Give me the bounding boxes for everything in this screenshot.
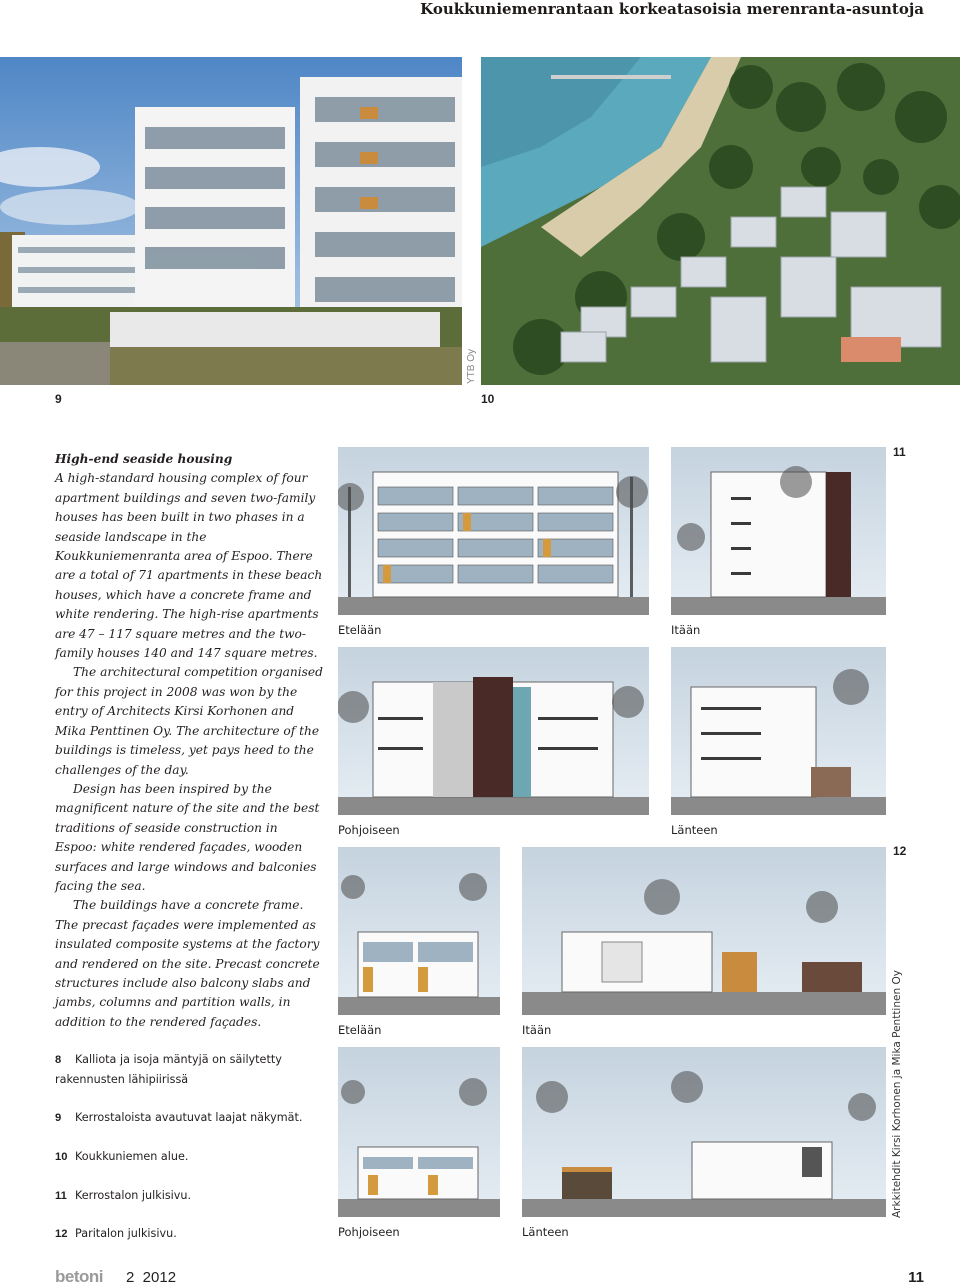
label-apartment-west: Länteen [671, 823, 718, 837]
elevation-pairhouse-west [522, 1047, 886, 1217]
caption-text: Koukkuniemen alue. [75, 1150, 189, 1163]
article-paragraph: Design has been inspired by the magnificent nature of the site and the best traditions of seaside construction in Espoo: white rendered façades, wooden surfaces and large windows and balconies facing the sea. [55, 781, 320, 893]
caption-number: 9 [55, 1112, 62, 1124]
caption-12 [55, 1224, 325, 1244]
caption-text: Paritalon julkisivu. [75, 1227, 177, 1240]
elevation-apartment-north [338, 647, 649, 815]
caption-11 [55, 1186, 325, 1206]
architect-credit: Arkkitehdit Kirsi Korhonen ja Mika Penttinen Oy [891, 970, 903, 1218]
label-pairhouse-south: Etelään [338, 1023, 382, 1037]
caption-8 [55, 1050, 325, 1090]
caption-number: 10 [55, 1151, 68, 1163]
label-pairhouse-east: Itään [522, 1023, 552, 1037]
caption-number: 8 [55, 1054, 62, 1066]
elevation-pairhouse-south [338, 847, 500, 1015]
label-pairhouse-north: Pohjoiseen [338, 1225, 400, 1239]
photo10-number: 10 [481, 392, 495, 406]
label-apartment-east: Itään [671, 623, 701, 637]
article-body [55, 450, 323, 1032]
article-paragraph: The architectural competition organised for this project in 2008 was won by the entry of Architects Kirsi Korhonen and Mika Penttinen Oy. The architecture of the buildings is timeless, yet pays heed to the challenges of the day. [55, 665, 323, 777]
caption-number: 11 [55, 1190, 67, 1202]
caption-text: Kalliota ja isoja mäntyjä on säilytetty rakennusten lähipiirissä [55, 1053, 282, 1086]
article-paragraph: A high-standard housing complex of four apartment buildings and seven two-family houses has been built in two phases in a seaside landscape in the Koukkuniemenranta area of Espoo. There are a total of 71 apartments in these beach houses, which have a concrete frame and white rendering. The high-rise apartments are 47 – 117 square metres and the two-family houses 140 and 147 square metres. [55, 471, 323, 661]
photo-apartment-buildings [0, 57, 462, 385]
photo-aerial-area [481, 57, 960, 385]
caption-text: Kerrostalon julkisivu. [75, 1189, 192, 1202]
article-heading: High-end seaside housing [55, 452, 233, 466]
caption-number: 12 [55, 1228, 68, 1240]
elevation-apartment-west [671, 647, 886, 815]
page-number: 11 [908, 1269, 924, 1286]
running-header: Koukkuniemenrantaan korkeatasoisia merenranta-asuntoja [420, 0, 924, 18]
label-apartment-south: Etelään [338, 623, 382, 637]
elevation-apartment-south [338, 447, 649, 615]
caption-10 [55, 1147, 325, 1167]
photo9-number: 9 [55, 392, 62, 406]
issue-number: 2 2012 [126, 1269, 177, 1286]
figure12-number: 12 [893, 844, 907, 858]
label-pairhouse-west: Länteen [522, 1225, 569, 1239]
elevation-pairhouse-east [522, 847, 886, 1015]
article-paragraph: The buildings have a concrete frame. The precast façades were implemented as insulated composite systems at the factory and rendered on the site. Precast concrete structures include also balcony slabs and jambs, columns and partition walls, in addition to the rendered façades. [55, 898, 320, 1029]
magazine-logo: betoni [55, 1267, 103, 1286]
label-apartment-north: Pohjoiseen [338, 823, 400, 837]
elevation-pairhouse-north [338, 1047, 500, 1217]
figure11-number: 11 [893, 445, 906, 459]
caption-text: Kerrostaloista avautuvat laajat näkymät. [75, 1111, 303, 1124]
elevation-apartment-east [671, 447, 886, 615]
photo10-credit: YTB Oy [466, 348, 477, 384]
caption-9 [55, 1108, 325, 1128]
